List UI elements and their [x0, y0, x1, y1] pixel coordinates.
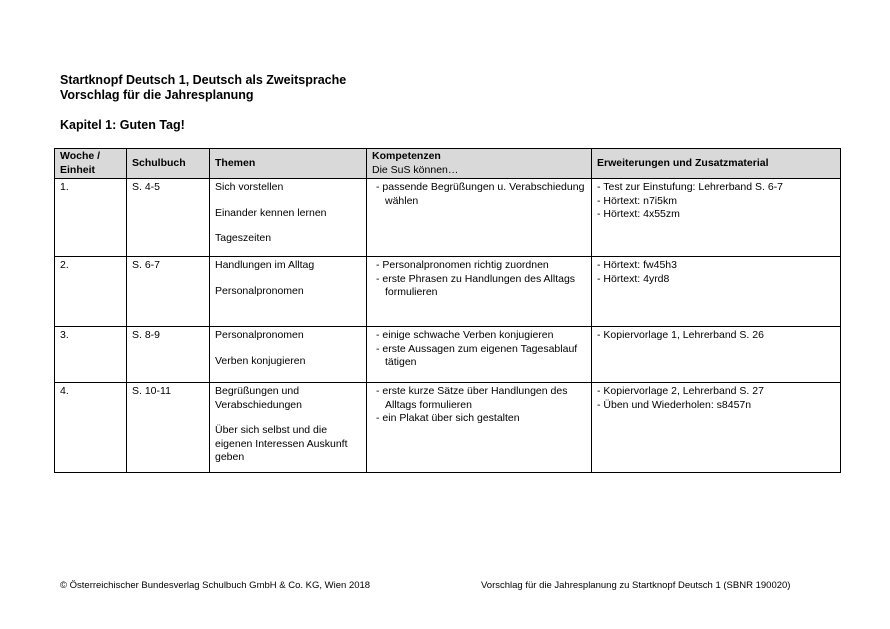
- cell-woche: 3.: [55, 327, 127, 383]
- footer-copyright: © Österreichischer Bundesverlag Schulbuch GmbH & Co. KG, Wien 2018: [60, 580, 371, 591]
- cell-kompetenzen: [367, 327, 592, 383]
- title-line-1: Startknopf Deutsch 1, Deutsch als Zweitsprache: [60, 73, 347, 87]
- cell-themen: [210, 327, 367, 383]
- cell-erweiterungen: [592, 327, 841, 383]
- header-schulbuch: Schulbuch: [127, 149, 210, 179]
- material-item: - Test zur Einstufung: Lehrerband S. 6-7: [597, 181, 835, 195]
- header-kompetenzen-label: Kompetenzen: [372, 150, 441, 162]
- table-row: [55, 179, 841, 257]
- competence-item: - ein Plakat über sich gestalten: [376, 412, 586, 426]
- header-woche: [55, 149, 127, 179]
- material-item: - Kopiervorlage 2, Lehrerband S. 27: [597, 385, 835, 399]
- topic-item: Personalpronomen: [215, 329, 304, 341]
- cell-schulbuch: S. 4-5: [127, 179, 210, 257]
- cell-schulbuch: S. 10-11: [127, 383, 210, 473]
- header-kompetenzen: [367, 149, 592, 179]
- topic-item: Über sich selbst und die eigenen Interessen Auskunft geben: [215, 424, 348, 463]
- chapter-heading: Kapitel 1: Guten Tag!: [60, 118, 185, 132]
- topic-item: Sich vorstellen: [215, 181, 284, 193]
- title-line-2: Vorschlag für die Jahresplanung: [60, 88, 254, 102]
- material-item: - Hörtext: 4yrd8: [597, 273, 835, 287]
- cell-woche: 1.: [55, 179, 127, 257]
- competence-item: - erste kurze Sätze über Handlungen des Alltags formulieren: [376, 385, 586, 412]
- material-item: - Hörtext: 4x55zm: [597, 208, 835, 222]
- cell-kompetenzen: [367, 179, 592, 257]
- cell-kompetenzen: [367, 257, 592, 327]
- material-item: - Hörtext: fw45h3: [597, 259, 835, 273]
- cell-themen: [210, 257, 367, 327]
- topic-item: Begrüßungen und Verabschiedungen: [215, 385, 302, 411]
- cell-schulbuch: S. 8-9: [127, 327, 210, 383]
- cell-erweiterungen: [592, 383, 841, 473]
- table-row: [55, 257, 841, 327]
- competence-item: - erste Phrasen zu Handlungen des Alltags formulieren: [376, 273, 586, 300]
- material-item: - Kopiervorlage 1, Lehrerband S. 26: [597, 329, 835, 343]
- document-title: [60, 73, 346, 103]
- cell-erweiterungen: [592, 257, 841, 327]
- competence-item: - erste Aussagen zum eigenen Tagesablauf tätigen: [376, 343, 586, 370]
- header-kompetenzen-sub: Die SuS können…: [372, 163, 459, 176]
- competence-item: - passende Begrüßungen u. Verabschiedung wählen: [376, 181, 586, 208]
- header-woche-line2: Einheit: [60, 163, 96, 176]
- annual-plan-table: [54, 148, 841, 473]
- cell-themen: [210, 383, 367, 473]
- cell-woche: 4.: [55, 383, 127, 473]
- header-erweiterungen: Erweiterungen und Zusatzmaterial: [592, 149, 841, 179]
- header-themen: Themen: [210, 149, 367, 179]
- footer-document-info: Vorschlag für die Jahresplanung zu Startknopf Deutsch 1 (SBNR 190020): [481, 580, 791, 591]
- cell-schulbuch: S. 6-7: [127, 257, 210, 327]
- topic-item: Verben konjugieren: [215, 354, 306, 367]
- competence-item: - einige schwache Verben konjugieren: [376, 329, 586, 343]
- topic-item: Einander kennen lernen: [215, 206, 327, 219]
- table-row: [55, 327, 841, 383]
- material-item: - Hörtext: n7i5km: [597, 195, 835, 209]
- cell-themen: [210, 179, 367, 257]
- header-woche-line1: Woche /: [60, 150, 101, 162]
- cell-kompetenzen: [367, 383, 592, 473]
- competence-item: - Personalpronomen richtig zuordnen: [376, 259, 586, 273]
- cell-erweiterungen: [592, 179, 841, 257]
- topic-item: Handlungen im Alltag: [215, 259, 315, 271]
- topic-item: Personalpronomen: [215, 284, 304, 297]
- topic-item: Tageszeiten: [215, 232, 272, 244]
- cell-woche: 2.: [55, 257, 127, 327]
- table-row: [55, 383, 841, 473]
- material-item: - Üben und Wiederholen: s8457n: [597, 399, 835, 413]
- table-header-row: [55, 149, 841, 179]
